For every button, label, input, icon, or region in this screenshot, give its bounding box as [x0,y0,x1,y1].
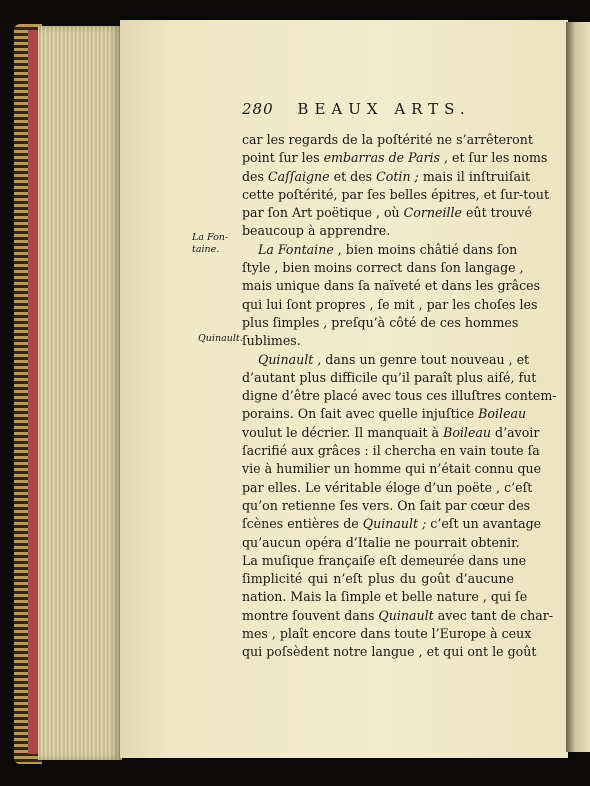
text-line [242,643,537,661]
text-span: beaucoup à apprendre. [242,223,391,239]
text-line [242,351,530,369]
text-line [242,241,518,259]
page-number: 280 [242,100,274,118]
text-span: avec tant de char- [433,607,554,623]
text-span: vie à humilier un homme qui n’était connu que [242,461,542,477]
text-line [242,570,514,588]
text-line [242,515,542,533]
text-line [242,186,550,204]
text-line [242,534,520,552]
italic-span: Quinault ; [362,516,427,532]
text-line [242,332,514,350]
text-span: qu’aucun opéra d’Italie ne pourrait obtenir. [242,534,520,550]
running-header [242,100,542,118]
text-span: voulut le décrier. Il manquait à [242,424,444,440]
facing-page-edge [566,22,590,752]
text-line [242,149,548,167]
text-span: , bien moins châtié dans ſon [333,241,518,257]
text-span: ſacrifié aux grâces : il chercha en vain toute ſa [242,443,540,459]
text-span: , dans un genre tout nouveau , et [313,351,530,367]
text-span: ſimplicité qui n’eſt plus du goût d’aucune [242,571,514,587]
text-line [242,259,524,277]
text-line [242,204,532,222]
text-line [242,497,531,515]
text-span: mais il inſtruiſait [418,168,531,184]
text-span: par elles. Le véritable éloge d’un poëte , c’eſt [242,479,533,495]
text-line [242,405,527,423]
italic-span: Boileau [443,424,492,440]
text-line [242,479,533,497]
italic-span: Corneille [403,205,462,221]
text-line [242,625,532,643]
body-text [242,131,557,662]
text-line [242,277,541,295]
text-line [242,442,540,460]
text-span: porains. On ſait avec quelle injuſtice [242,406,479,422]
margin-note-line: La Fon- [192,232,229,243]
italic-span: embarras de Paris [323,150,441,166]
text-span: des [242,168,268,184]
text-span: digne d’être placé avec tous ces illuſtres contem- [242,388,557,404]
running-title: BEAUX ARTS. [297,100,471,118]
text-span: et des [329,168,377,184]
text-span: d’autant plus difficile qu’il paraît plus aiſé, fut [242,369,537,385]
margin-note-quinault [198,333,243,345]
italic-span: La Fontaine [258,241,334,257]
text-span: mais unique dans ſa naïveté et dans les grâces [242,278,541,294]
text-line [242,131,533,149]
text-line [242,314,519,332]
text-span: car les regards de la poſtérité ne s’arrêteront [242,132,533,147]
text-span: c’eſt un avantage [426,516,542,532]
text-span: mes , plaît encore dans toute l’Europe à ceux [242,626,532,642]
text-line [242,424,540,442]
text-span: qui lui ſont propres , ſe mit , par les choſes les [242,296,538,312]
text-line [242,607,554,625]
text-line [242,222,514,240]
text-span: d’avoir [491,424,540,440]
text-span: point ſur les [242,150,324,166]
text-line [242,552,527,570]
text-span: ſtyle , bien moins correct dans ſon langage , [242,260,524,276]
text-span: , et ſur les noms [440,150,548,166]
text-line [242,369,537,387]
text-span: La muſique françaiſe eſt demeurée dans une [242,552,527,568]
text-line [242,588,528,606]
text-span: eût trouvé [462,205,532,221]
text-span: par ſon Art poëtique , où [242,205,404,221]
text-line [242,460,542,478]
margin-note-line: taine. [192,244,220,255]
text-span: plus ſimples , preſqu’à côté de ces hommes [242,314,519,330]
italic-span: Caſſaigne [267,168,330,184]
text-span: ſublimes. [242,333,301,349]
italic-span: Boileau [478,406,527,422]
text-span: ſcènes entières de [242,516,363,532]
text-span: montre ſouvent dans [242,607,379,623]
text-line [242,168,531,186]
text-span: cette poſtérité, par ſes belles épitres, et ſur-tout [242,186,550,202]
italic-span: Cotin ; [376,168,419,184]
text-line [242,387,557,405]
book-edge-red-band [28,30,38,754]
margin-note-line: Quinault. [198,333,243,344]
page-block-edges [38,26,122,760]
text-span: qui poſsèdent notre langue , et qui ont le goût [242,644,537,660]
margin-note-la-fontaine [192,232,228,256]
text-line [242,296,538,314]
italic-span: Quinault [258,351,314,367]
italic-span: Quinault [378,607,434,623]
text-span: nation. Mais la ſimple et belle nature , qui ſe [242,589,528,605]
text-span: qu’on retienne ſes vers. On ſait par cœur des [242,497,531,513]
